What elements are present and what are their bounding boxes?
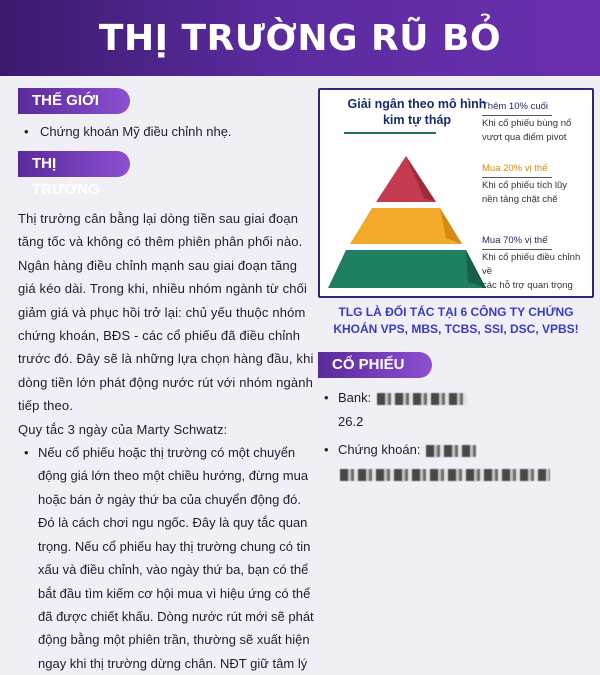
- redacted-tickers: [340, 469, 550, 481]
- tier-bottom-text: [482, 234, 588, 293]
- tier-bottom-head: Mua 70% vị thế: [482, 235, 548, 246]
- partner-note: TLG LÀ ĐỐI TÁC TẠI 6 CÔNG TY CHỨNG KHOÁN VPS, MBS, TCBS, SSI, DSC, VPBS!: [333, 305, 579, 336]
- market-section-tag: THỊ TRƯỜNG: [18, 151, 130, 177]
- rule-item: • Nếu cổ phiếu hoặc thị trường có một chuyển động giá lớn theo một chiều hướng, đừng mua hoặc bán ở ngày thứ ba của chuyển động đó. Đó là cách chơi ngu ngốc. Đây là quy tắc quan trọng. Nếu cổ phiếu hay thị trường chung có tin xấu và điều chỉnh, vào ngày thứ ba, bạn có thể bắt đầu tìm kiếm cơ hội mua vì hiệu ứng có thể đã được chiết khấu. Dòng nước rút mới sẽ phát động bằng một phiên trần, thường sẽ xuất hiện ngay khi thị trường dừng chân. NĐT giữ tâm lý: [22, 441, 316, 675]
- stock-item-securities: [318, 440, 594, 484]
- tier-middle-line2: nền tảng chặt chẽ: [482, 194, 558, 205]
- pyramid-chart: [328, 118, 488, 298]
- rule-list: [22, 441, 316, 675]
- page-title: THỊ TRƯỜNG RŨ BỎ: [98, 17, 502, 59]
- stock-section-tag: CỔ PHIẾU: [318, 352, 432, 378]
- world-item: • Chứng khoán Mỹ điều chỉnh nhẹ.: [22, 124, 316, 139]
- right-column: [318, 88, 594, 492]
- market-paragraph: [18, 207, 316, 441]
- tier-top-text: [482, 100, 588, 145]
- pyramid-infographic: [318, 88, 594, 298]
- left-column: [18, 88, 316, 675]
- redacted-tickers: [426, 445, 476, 457]
- world-list: [22, 124, 316, 139]
- tier-middle-head: Mua 20% vị thế: [482, 163, 548, 174]
- bank-label: Bank:: [338, 390, 372, 405]
- redacted-tickers: [377, 393, 467, 405]
- stock-item-bank: [318, 388, 594, 432]
- market-text: Thị trường cân bằng lại dòng tiền sau giai đoạn tăng tốc và không có thêm phiên phân phối nào. Ngân hàng điều chỉnh mạnh sau giai đoạn tăng giá kéo dài. Trong khi, nhiều nhóm ngành từ chối giảm giá và phục hồi trở lại: chủ yếu thuộc nhóm chứng khoán, BĐS - các cổ phiếu đã điều chỉnh trước đó. Đây sẽ là những lựa chọn hàng đầu, khi dòng tiền lớn phát động nước rút với nhóm ngành tiếp theo.: [18, 211, 314, 414]
- world-section-tag: THẾ GIỚI: [18, 88, 130, 114]
- pyramid-bottom-tier: [328, 250, 486, 288]
- tier-bottom-divider: [482, 249, 552, 250]
- tier-top-line1: Khi cổ phiếu bùng nổ: [482, 118, 572, 129]
- header-banner: [0, 0, 600, 76]
- rule-title: Quy tắc 3 ngày của Marty Schwatz:: [18, 421, 228, 437]
- tier-middle-divider: [482, 177, 552, 178]
- tier-top-head: Thêm 10% cuối: [482, 101, 549, 112]
- stock-list: [318, 388, 594, 484]
- tier-top-divider: [482, 115, 552, 116]
- tier-bottom-line1: Khi cổ phiếu điều chỉnh về: [482, 252, 581, 277]
- tier-bottom-line2: các hỗ trợ quan trọng: [482, 280, 573, 291]
- tier-top-line2: vượt qua điểm pivot: [482, 132, 567, 143]
- bank-value: 26.2: [338, 414, 364, 429]
- tier-middle-text: [482, 162, 588, 207]
- tier-middle-line1: Khi cổ phiếu tích lũy: [482, 180, 568, 191]
- redacted-line: [338, 464, 594, 484]
- infographic-title: Giải ngân theo mô hình kim tự tháp: [347, 97, 487, 127]
- securities-label: Chứng khoán:: [338, 442, 421, 457]
